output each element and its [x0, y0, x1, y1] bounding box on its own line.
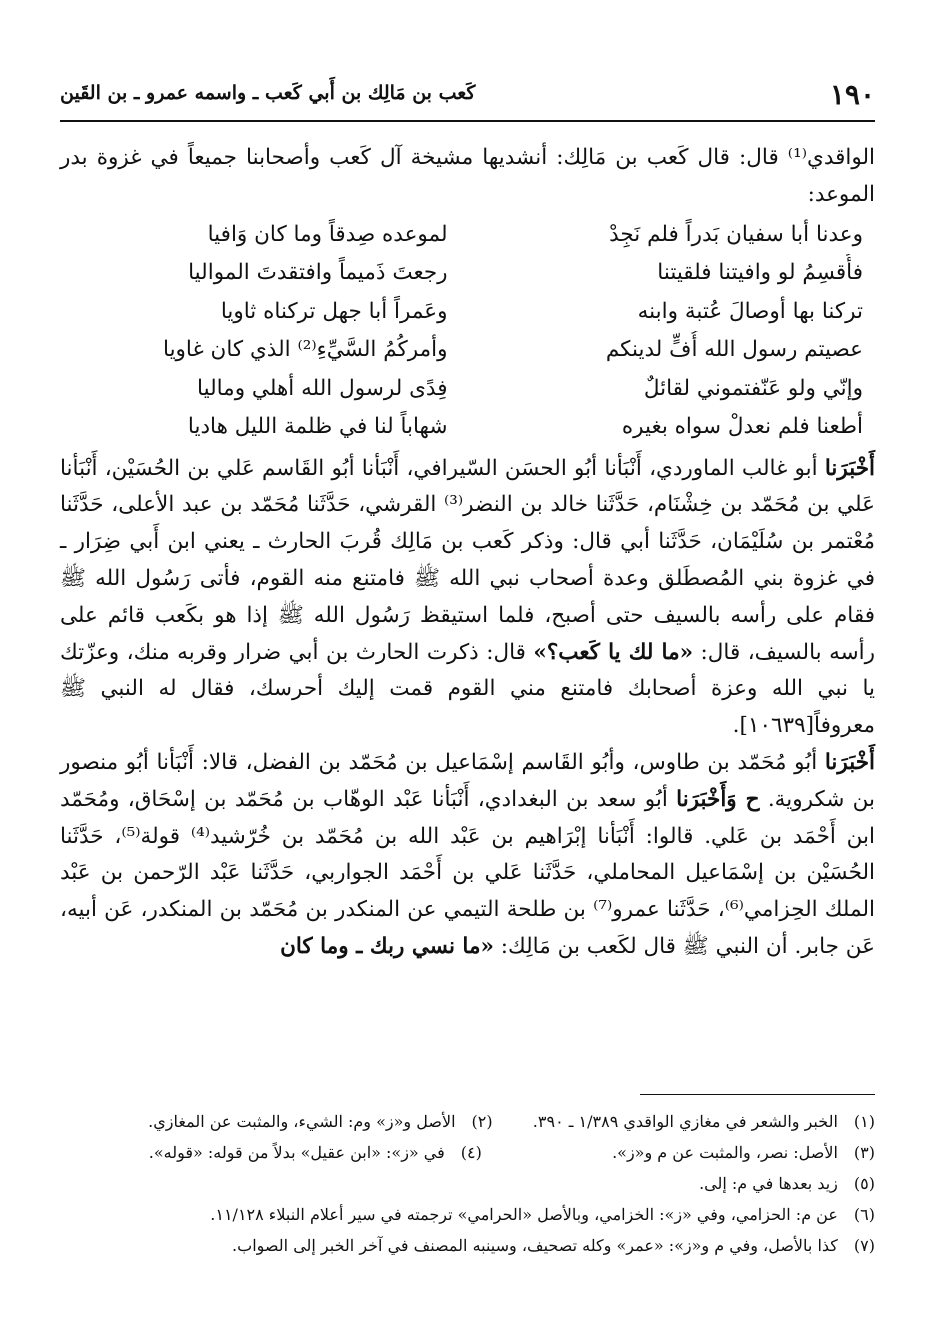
page-number: ١٩٠	[829, 78, 875, 111]
paragraph-text: أبو غالب الماوردي، أَنْبَأنا أبُو الحسَن السّيرافي، أَنْبَأنا أبُو القَاسم عَلي بن الحُسَيْن، أَنْبَأنا عَلي بن مُحَمّد بن خِشْنَام، حَدَّثَنا خالد بن النضر⁽³⁾ القرشي، حَدَّثَنا مُحَمّد بن عبد الأعلى، حَدَّثَنا مُعْتمر بن سُلَيْمَان، حَدَّثَنا أبي قال: وذكر كَعب بن مَالِك قُربَ الحارث ـ يعني ابن أَبي ضِرَار ـ في غزوة بني المُصطَلق وعدة أصحاب نبي الله ﷺ فامتنع منه القوم، فأتى رَسُول الله ﷺ فقام على رأسه بالسيف حتى أصبح، فلما استيقظ رَسُول الله ﷺ إذا هو بكَعب قائم على رأسه بالسيف، قال:	[60, 455, 876, 665]
footnote-row	[80, 1106, 875, 1137]
page-header	[60, 70, 875, 122]
footnote-text: الأصل: نصر، والمثبت عن م و«ز».	[612, 1143, 838, 1162]
poem	[60, 216, 875, 447]
poem-verse-4-first: عصيتم رسول الله أُفٍّ لدينكم	[605, 337, 863, 363]
paragraph-text-cont: أبُو سعد بن البغدادي، أَنْبَأنا عَبْد الوهّاب بن مُحَمّد بن إسْحَاق، ومُحَمّد ابن أَحْمَد بن عَلي. قالوا: أَنْبَأنا إبْرَاهيم بن عَبْد الله بن مُحَمّد بن خُرّشيد⁽⁴⁾ قولة⁽⁵⁾، حَدَّثَنا الحُسَيْن بن إسْمَاعيل المحاملي، حَدَّثَنا عَلي بن أَحْمَد الجواربي، حَدَّثَنا عَبْد الرّحمن بن عَبْد الملك الحِزامي⁽⁶⁾، حَدَّثَنا عمرو⁽⁷⁾ بن طلحة التيمي عن المنكدر بن مُحَمّد بن المنكدر، عَن أبيه، عَن جابر. أن النبي ﷺ قال لكَعب بن مَالِك:	[60, 786, 876, 959]
prophet-quote: «ما نسي ربك ـ وما كان	[280, 933, 494, 959]
footnote-text: في «ز»: «ابن عقيل» بدلاً من قوله: «قوله».	[148, 1143, 445, 1162]
footnote-text: كذا بالأصل، وفي م و«ز»: «عمر» وكله تصحيف، وسينبه المصنف في آخر الخبر إلى الصواب.	[232, 1236, 838, 1255]
footnote-number: (٤)	[460, 1143, 482, 1162]
poem-verse-1-second: لموعده صِدقاً وما كان وَافيا	[207, 221, 448, 247]
footnote-row	[80, 1230, 875, 1261]
footnote-number: (١)	[853, 1112, 875, 1131]
hadith-paragraph-2	[60, 745, 875, 966]
footnote-number: (٧)	[853, 1236, 875, 1255]
footnote-number: (٥)	[853, 1174, 875, 1193]
footnote-text: عن م: الحزامي، وفي «ز»: الخزامي، وبالأصل «الحرامي» ترجمته في سير أعلام النبلاء ١١/١٢٨.	[210, 1205, 838, 1224]
footnotes	[80, 1106, 875, 1261]
poem-verse-4-second: وأمركُمُ السَّيِّءِ⁽²⁾ الذي كان غاويا	[163, 337, 448, 363]
footnote-row	[80, 1168, 875, 1199]
hadith-paragraph-1	[60, 451, 875, 745]
tahwil-marker: ح وَأَخْبَرَنا	[676, 786, 760, 812]
poem-verse-2-second: رجعتَ ذَميماً وافتقدتَ المواليا	[188, 260, 448, 286]
running-title: كَعب بن مَالِك بن أَبي كَعب ـ واسمه عمرو ـ بن القَين	[60, 82, 476, 104]
poem-verse-5-second: فِدًى لرسول الله أهلي وماليا	[197, 375, 448, 401]
footnote-text: زيد بعدها في م: إلى.	[699, 1174, 838, 1193]
poem-verse-5-first: وإنّي ولو عَنّفتموني لقائلٌ	[643, 375, 863, 401]
poem-verse-2-first: فأُقسِمُ لو وافيتنا فلقيتنا	[657, 260, 863, 286]
poem-verse-6-first: أطعنا فلم نعدلْ سواه بغيره	[621, 414, 863, 440]
paragraph-text: أبُو مُحَمّد بن طاوس، وأبُو القَاسم إسْمَاعيل بن مُحَمّد بن الفضل، قالا: أَنْبَأنا أبُو منصور بن شكروية.	[60, 749, 875, 812]
poem-verse-3-second: وعَمراً أبا جهل تركناه ثاويا	[220, 298, 448, 324]
hadith-reference: [١٠٦٣٩].	[732, 713, 815, 739]
paragraph-opening-word: أَخْبَرَنا	[824, 455, 875, 481]
paragraph-text-cont: قال: ذكرت الحارث بن أبي ضرار وقربه منك، وعزّتك يا نبي الله وعزة أصحابك فامتنع مني القوم قمت إليك أحرسك، فقال له النبي ﷺ معروفاً	[60, 639, 875, 739]
footnote-row	[80, 1199, 875, 1230]
footnote-text: الأصل و«ز» وم: الشيء، والمثبت عن المغازي.	[148, 1112, 456, 1131]
poem-verse-3-first: تركنا بها أوصالَ عُتبة وابنه	[637, 298, 863, 324]
paragraph-opening-word: أَخْبَرَنا	[824, 749, 875, 775]
prophet-quote: «ما لك يا كَعب؟»	[533, 639, 694, 665]
poem-verse-6-second: شهاباً لنا في ظلمة الليل هاديا	[187, 414, 448, 440]
poem-verse-1-first: وعدنا أبا سفيان بَدراً فلم نَجِدْ	[609, 221, 863, 247]
footnote-row	[80, 1137, 875, 1168]
footnote-divider	[640, 1094, 875, 1095]
intro-paragraph: الواقدي⁽¹⁾ قال: قال كَعب بن مَالِك: أنشديها مشيخة آل كَعب وأصحابنا جميعاً في غزوة بدر الموعد:	[60, 145, 875, 207]
footnote-number: (٢)	[471, 1112, 493, 1131]
footnote-number: (٣)	[853, 1143, 875, 1162]
main-text	[60, 140, 875, 966]
footnote-number: (٦)	[853, 1205, 875, 1224]
footnote-text: الخبر والشعر في مغازي الواقدي ١/٣٨٩ ـ ٣٩٠.	[532, 1112, 838, 1131]
